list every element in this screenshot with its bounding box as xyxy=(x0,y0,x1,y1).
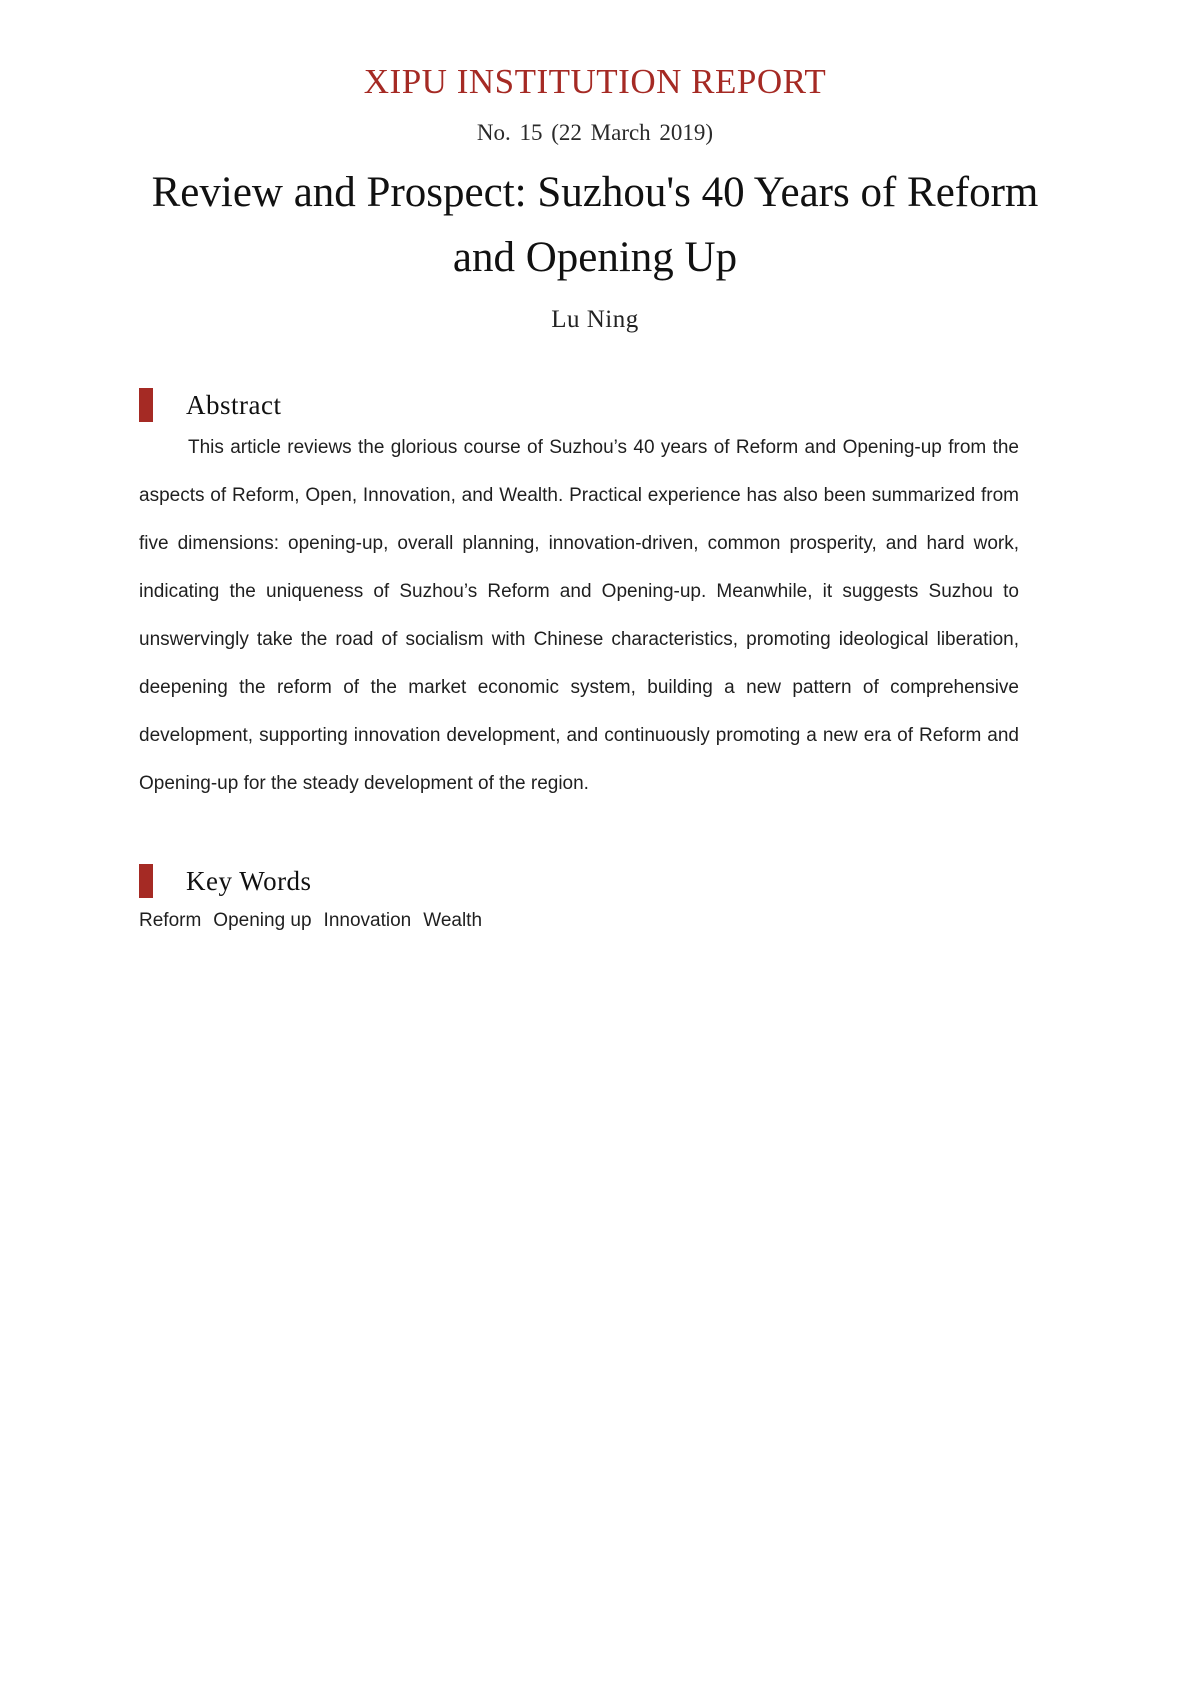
report-name: XIPU INSTITUTION REPORT xyxy=(363,62,827,101)
keywords-heading xyxy=(139,864,312,898)
author-name: Lu Ning xyxy=(551,306,639,333)
abstract-heading xyxy=(139,388,281,422)
keywords-list xyxy=(139,910,482,932)
article-title: Review and Prospect: Suzhou's 40 Years of Reform and Opening Up xyxy=(151,169,1039,281)
keyword-item: Opening up xyxy=(213,910,312,931)
keyword-item: Innovation xyxy=(323,910,412,931)
section-marker-bar xyxy=(139,388,153,422)
keyword-item: Wealth xyxy=(423,910,483,931)
keywords-heading-label: Key Words xyxy=(186,865,312,896)
section-marker-bar xyxy=(139,864,153,898)
keyword-item: Reform xyxy=(139,910,202,931)
abstract-text: This article reviews the glorious course of Suzhou’s 40 years of Reform and Opening-up from the aspects of Reform, Open, Innovation, and Wealth. Practical experience has also been summarized from five dimensions: opening-up, overall planning, innovation-driven, common prosperity, and hard work, indicating the uniqueness of Suzhou’s Reform and Opening-up. Meanwhile, it suggests Suzhou to unswervingly take the road of socialism with Chinese characteristics, promoting ideological liberation, deepening the reform of the market economic system, building a new pattern of comprehensive development, supporting innovation development, and continuously promoting a new era of Reform and Opening-up for the steady development of the region. xyxy=(139,437,1019,794)
abstract-heading-label: Abstract xyxy=(186,389,282,420)
issue-info: No. 15 (22 March 2019) xyxy=(476,120,714,145)
